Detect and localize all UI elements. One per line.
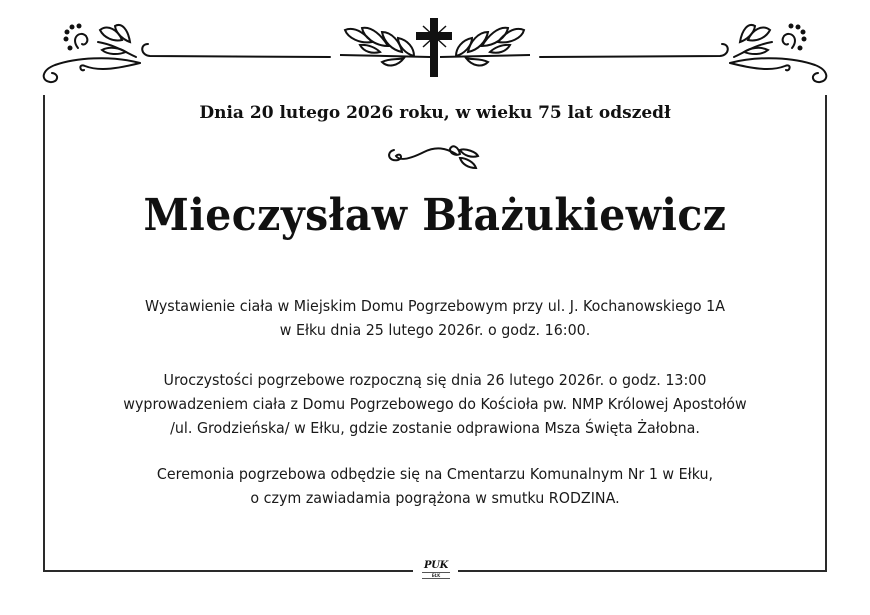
paragraph-line: Uroczystości pogrzebowe rozpoczną się dnia 26 lutego 2026r. o godz. 13:00 — [163, 371, 707, 389]
paragraph-line: /ul. Grodzieńska/ w Ełku, gdzie zostanie odprawiona Msza Święta Żałobna. — [170, 419, 700, 437]
floral-flourish-left-icon — [44, 25, 330, 82]
paragraph-line: o czym zawiadamia pogrążona w smutku RODZINA. — [250, 489, 620, 507]
paragraph-line: wyprowadzeniem ciała z Domu Pogrzebowego do Kościoła pw. NMP Królowej Apostołów — [123, 395, 747, 413]
floral-flourish-right-icon — [540, 24, 826, 83]
puk-logo — [416, 561, 456, 579]
burial-paragraph — [35, 462, 835, 510]
notice-heading: Dnia 20 lutego 2026 roku, w wieku 75 lat odszedł — [199, 103, 671, 123]
ceremony-paragraph — [35, 368, 835, 440]
deceased-name: Mieczysław Błażukiewicz — [143, 190, 727, 241]
viewing-paragraph — [35, 294, 835, 342]
paragraph-line: Wystawienie ciała w Miejskim Domu Pogrzebowym przy ul. J. Kochanowskiego 1A — [144, 297, 726, 315]
leaf-swirl-icon — [380, 140, 490, 170]
paragraph-line: w Ełku dnia 25 lutego 2026r. o godz. 16:00. — [279, 321, 591, 339]
paragraph-line: Ceremonia pogrzebowa odbędzie się na Cmentarzu Komunalnym Nr 1 w Ełku, — [156, 465, 714, 483]
logo-sub-text: EŁK — [422, 572, 450, 579]
frame-bottom-border-left — [43, 570, 413, 572]
top-ornament — [0, 0, 870, 95]
cross-with-laurel-icon — [340, 18, 530, 77]
frame-bottom-border-right — [458, 570, 827, 572]
logo-main-text: PUK — [423, 560, 449, 571]
